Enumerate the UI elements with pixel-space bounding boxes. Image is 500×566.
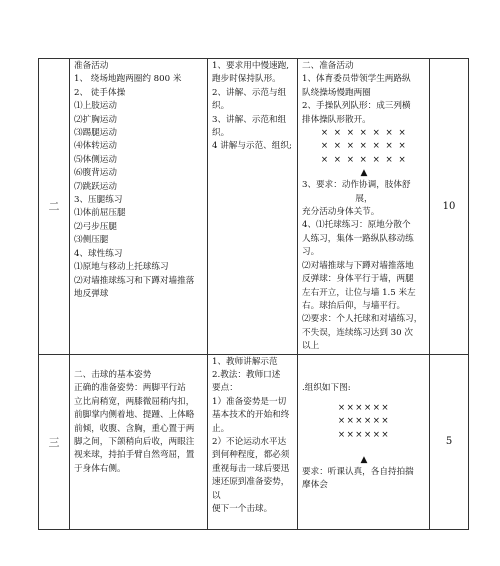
content-line: 地反弹球	[74, 288, 109, 299]
org-line	[302, 369, 426, 382]
teacher-line: 4 讲解与示范、组织;	[212, 141, 292, 152]
org-line: 人练习，集体一路纵队移动练	[302, 233, 414, 244]
org-line: 右。球抬后仰，与墙平行。	[302, 300, 406, 311]
org-line: 3、要求：动作协调，肢体舒	[302, 180, 411, 191]
formation-marks: ××××××	[337, 402, 391, 413]
time-value: 10	[442, 200, 456, 212]
org-line: 4、⑴托球练习：原地分散个	[302, 220, 411, 231]
formation-marks: ××××××	[337, 416, 391, 427]
time-value: 5	[445, 436, 453, 448]
content-line: ⑵弓步压腿	[74, 221, 117, 232]
formation-marks: ××××××	[337, 429, 391, 440]
formation-marks: × × × × × × ×	[320, 141, 408, 152]
content-line: ⑶侧压腿	[74, 235, 109, 246]
section-cell	[39, 59, 70, 355]
org-line: ⑵对墙推球与下蹲对墙推落地	[302, 260, 414, 271]
org-line: 充分活动身体关节。	[302, 207, 380, 218]
content-cell	[70, 59, 208, 355]
content-line: 2、 徒手体操	[74, 87, 126, 98]
section-label: 二	[48, 200, 60, 214]
teacher-line: 2）不论运动水平达	[212, 436, 287, 447]
content-line: 4、球性练习	[74, 248, 123, 259]
content-line: ⑶踢腿运动	[74, 128, 117, 139]
content-text	[70, 355, 207, 477]
org-line	[302, 356, 426, 369]
table-row	[39, 59, 469, 355]
org-line: 习。	[302, 247, 320, 258]
organization-text	[298, 59, 429, 354]
content-line: ⑴原地与移动上托球练习	[74, 262, 169, 273]
teacher-line: 速还原到准备姿势，	[212, 477, 290, 488]
formation-marks: × × × × × × ×	[320, 154, 408, 165]
content-cell	[70, 354, 208, 529]
org-line: 队绕操场慢跑两圈	[302, 87, 371, 98]
org-line: 展，	[355, 193, 373, 204]
content-line: 二、击球的基本姿势	[74, 369, 152, 380]
content-line: ⑺跳跃运动	[74, 181, 117, 192]
teacher-line: 跑步时保持队形。	[212, 74, 281, 85]
teacher-line: 1）准备姿势是一切	[212, 396, 287, 407]
section-label: 三	[48, 435, 60, 449]
table-row	[39, 354, 469, 529]
org-line: 排体操队形散开。	[302, 114, 371, 125]
teacher-line: 重视每击一球后要迅	[212, 463, 290, 474]
content-line: 正确的准备姿势：两脚平行站	[74, 383, 186, 394]
teacher-text	[208, 355, 297, 517]
content-line: ⑴体前屈压腿	[74, 208, 126, 219]
lesson-plan-table	[38, 58, 469, 530]
org-line: 二、准备活动	[302, 61, 354, 71]
teacher-line: 2.教法：教师口述	[212, 369, 281, 380]
org-line: 2、手操队列队形：成三列横	[302, 101, 411, 112]
teacher-line: 织。	[212, 128, 230, 139]
section-cell	[39, 354, 70, 529]
teacher-line: 止。	[212, 423, 230, 434]
teacher-line: 1、要求用中慢速跑,	[212, 61, 289, 71]
organization-cell	[298, 59, 430, 355]
content-line: 脚之间，下颌稍向后收，两眼注	[74, 436, 195, 447]
teacher-position-triangle-icon: ▲	[360, 454, 368, 465]
content-line: 于身体右侧。	[74, 463, 126, 474]
teacher-position-triangle-icon: ▲	[360, 168, 368, 179]
teacher-line: 到何种程度，都必须	[212, 450, 290, 461]
org-line: 不失误，连续练习达到 30 次	[302, 327, 413, 338]
content-line: 1、 绕场地跑两圈约 800 米	[74, 74, 182, 85]
org-line: 反弹球：身体平行于墙，两腿	[302, 274, 414, 285]
content-line: 立比肩稍宽，两膝微屈稍内扣，	[74, 396, 195, 407]
org-line: .组织如下图:	[302, 383, 351, 394]
organization-cell	[298, 354, 430, 529]
content-line: ⑵对墙推球练习和下蹲对墙推落	[74, 275, 195, 286]
org-line: 以上	[302, 341, 320, 352]
formation-marks: × × × × × × ×	[320, 128, 408, 139]
content-line: 准备活动	[74, 61, 109, 71]
time-cell	[430, 354, 469, 529]
content-line: ⑵扩胸运动	[74, 114, 117, 125]
content-line: 视来球，持拍手臂自然弯屈，置	[74, 450, 195, 461]
teacher-cell	[208, 59, 298, 355]
content-line: ⑸体侧运动	[74, 154, 117, 165]
teacher-line: 基本技术的开始和终	[212, 410, 290, 421]
content-text	[70, 59, 207, 301]
teacher-line: 1、教师讲解示范	[212, 356, 278, 367]
teacher-line: 2、讲解、示范与组	[212, 87, 287, 98]
content-line: 前倾，收腹、含胸，重心置于两	[74, 423, 195, 434]
teacher-text	[208, 59, 297, 154]
content-line	[74, 356, 204, 369]
content-line: ⑴上肢运动	[74, 101, 117, 112]
org-line: ⑵要求：个人托球和对墙练习，	[302, 314, 423, 325]
org-line: 左右开立，让位与墙 1.5 米左	[302, 287, 416, 298]
content-line: ⑷体转运动	[74, 141, 117, 152]
org-line: 摩体会	[302, 480, 328, 491]
teacher-line: 织。	[212, 101, 230, 112]
time-cell	[430, 59, 469, 355]
content-line: 3、压腿练习	[74, 195, 123, 206]
org-line: 1、体育委员带领学生两路纵	[302, 74, 411, 85]
content-line: ⑹腹背运动	[74, 168, 117, 179]
content-line: 前脚掌内侧着地、提踵、上体略	[74, 410, 195, 421]
teacher-line: 要点：	[212, 383, 238, 394]
organization-text	[298, 355, 429, 493]
teacher-cell	[208, 354, 298, 529]
teacher-line: 便下一个击球。	[212, 504, 273, 514]
teacher-line: 以	[212, 490, 221, 501]
org-line: 要求：听课认真，各自持拍揣	[302, 466, 414, 477]
teacher-line: 3、讲解、示范和组	[212, 114, 287, 125]
